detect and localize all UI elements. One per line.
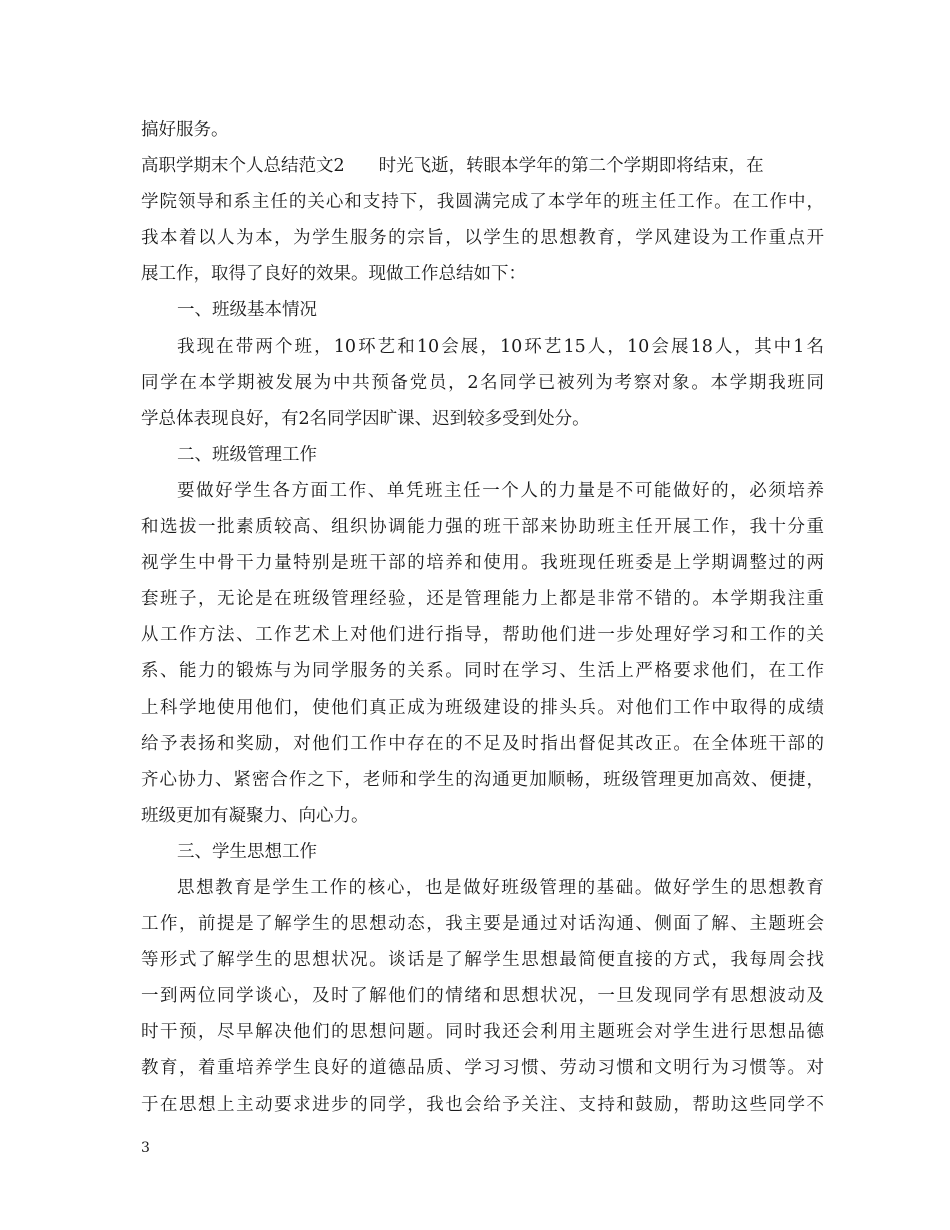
text-line bbox=[141, 437, 824, 473]
text-line-content: 从工作方法、工作艺术上对他们进行指导，帮助他们进一步处理好学习和工作的关 bbox=[141, 625, 824, 646]
text-line bbox=[141, 581, 824, 617]
text-line bbox=[141, 726, 824, 762]
text-line-content: 二、班级管理工作 bbox=[177, 444, 317, 465]
text-line-content: 学总体表现良好，有2名同学因旷课、迟到较多受到处分。 bbox=[141, 408, 590, 429]
text-line-content: 学院领导和系主任的关心和支持下，我圆满完成了本学年的班主任工作。在工作中， bbox=[141, 192, 824, 213]
text-line-content: 我现在带两个班，10环艺和10会展，10环艺15人，10会展18人，其中1名 bbox=[177, 336, 824, 357]
text-line bbox=[141, 292, 824, 328]
text-line-content: 给予表扬和奖励，对他们工作中存在的不足及时指出督促其改正。在全体班干部的 bbox=[141, 733, 824, 754]
text-line bbox=[141, 870, 824, 906]
text-line bbox=[141, 401, 824, 437]
text-line bbox=[141, 906, 824, 942]
text-line-content: 工作，前提是了解学生的思想动态，我主要是通过对话沟通、侧面了解、主题班会 bbox=[141, 914, 824, 935]
text-line-content: 系、能力的锻炼与为同学服务的关系。同时在学习、生活上严格要求他们，在工作 bbox=[141, 661, 824, 682]
text-line bbox=[141, 798, 824, 834]
text-line-content: 思想教育是学生工作的核心，也是做好班级管理的基础。做好学生的思想教育 bbox=[177, 877, 824, 898]
document-body bbox=[141, 112, 824, 1123]
text-line-content: 展工作，取得了良好的效果。现做工作总结如下： bbox=[141, 264, 526, 285]
text-line-content: 视学生中骨干力量特别是班干部的培养和使用。我班现任班委是上学期调整过的两 bbox=[141, 553, 824, 574]
text-line-content: 搞好服务。 bbox=[141, 120, 229, 140]
text-line bbox=[141, 1050, 824, 1086]
text-line bbox=[141, 1087, 824, 1123]
text-line bbox=[141, 509, 824, 545]
text-line bbox=[141, 762, 824, 798]
text-line-content: 班级更加有凝聚力、向心力。 bbox=[141, 805, 369, 826]
text-line bbox=[141, 112, 824, 148]
text-line-content: 时干预，尽早解决他们的思想问题。同时我还会利用主题班会对学生进行思想品德 bbox=[141, 1022, 824, 1043]
text-line-content: 三、学生思想工作 bbox=[177, 841, 317, 862]
text-line-content: 齐心协力、紧密合作之下，老师和学生的沟通更加顺畅，班级管理更加高效、便捷， bbox=[141, 769, 824, 790]
text-line bbox=[141, 942, 824, 978]
page-number: 3 bbox=[141, 1140, 150, 1156]
text-line-content: 教育，着重培养学生良好的道德品质、学习习惯、劳动习惯和文明行为习惯等。对 bbox=[141, 1058, 824, 1079]
text-line-content: 于在思想上主动要求进步的同学，我也会给予关注、支持和鼓励，帮助这些同学不 bbox=[141, 1094, 824, 1115]
text-line-content: 套班子，无论是在班级管理经验，还是管理能力上都是非常不错的。本学期我注重 bbox=[141, 589, 824, 610]
text-line-content: 和选拔一批素质较高、组织协调能力强的班干部来协助班主任开展工作，我十分重 bbox=[141, 517, 824, 538]
text-line bbox=[141, 365, 824, 401]
text-line-content: 我本着以人为本，为学生服务的宗旨，以学生的思想教育，学风建设为工作重点开 bbox=[141, 228, 824, 249]
text-line bbox=[141, 256, 824, 292]
text-line-content: 等形式了解学生的思想状况。谈话是了解学生思想最简便直接的方式，我每周会找 bbox=[141, 950, 824, 971]
text-line bbox=[141, 978, 824, 1014]
text-line bbox=[141, 690, 824, 726]
text-line-content: 同学在本学期被发展为中共预备党员，2名同学已被列为考察对象。本学期我班同 bbox=[141, 372, 824, 393]
text-line bbox=[141, 653, 824, 689]
text-line bbox=[141, 184, 824, 220]
text-line-content: 要做好学生各方面工作、单凭班主任一个人的力量是不可能做好的，必须培养 bbox=[177, 480, 824, 501]
text-line-content: 一、班级基本情况 bbox=[177, 300, 317, 321]
text-line bbox=[141, 545, 824, 581]
text-line bbox=[141, 473, 824, 509]
text-line bbox=[141, 220, 824, 256]
text-line-content: 上科学地使用他们，使他们真正成为班级建设的排头兵。对他们工作中取得的成绩 bbox=[141, 697, 824, 718]
text-line bbox=[141, 148, 824, 184]
text-line-content: 高职学期末个人总结范文2 bbox=[141, 156, 345, 177]
text-line-content: 一到两位同学谈心，及时了解他们的情绪和思想状况，一旦发现同学有思想波动及 bbox=[141, 986, 824, 1007]
text-line bbox=[141, 834, 824, 870]
text-line-content: 时光飞逝，转眼本学年的第二个学期即将结束，在 bbox=[378, 156, 764, 177]
text-line bbox=[141, 329, 824, 365]
text-line bbox=[141, 1014, 824, 1050]
text-line bbox=[141, 617, 824, 653]
